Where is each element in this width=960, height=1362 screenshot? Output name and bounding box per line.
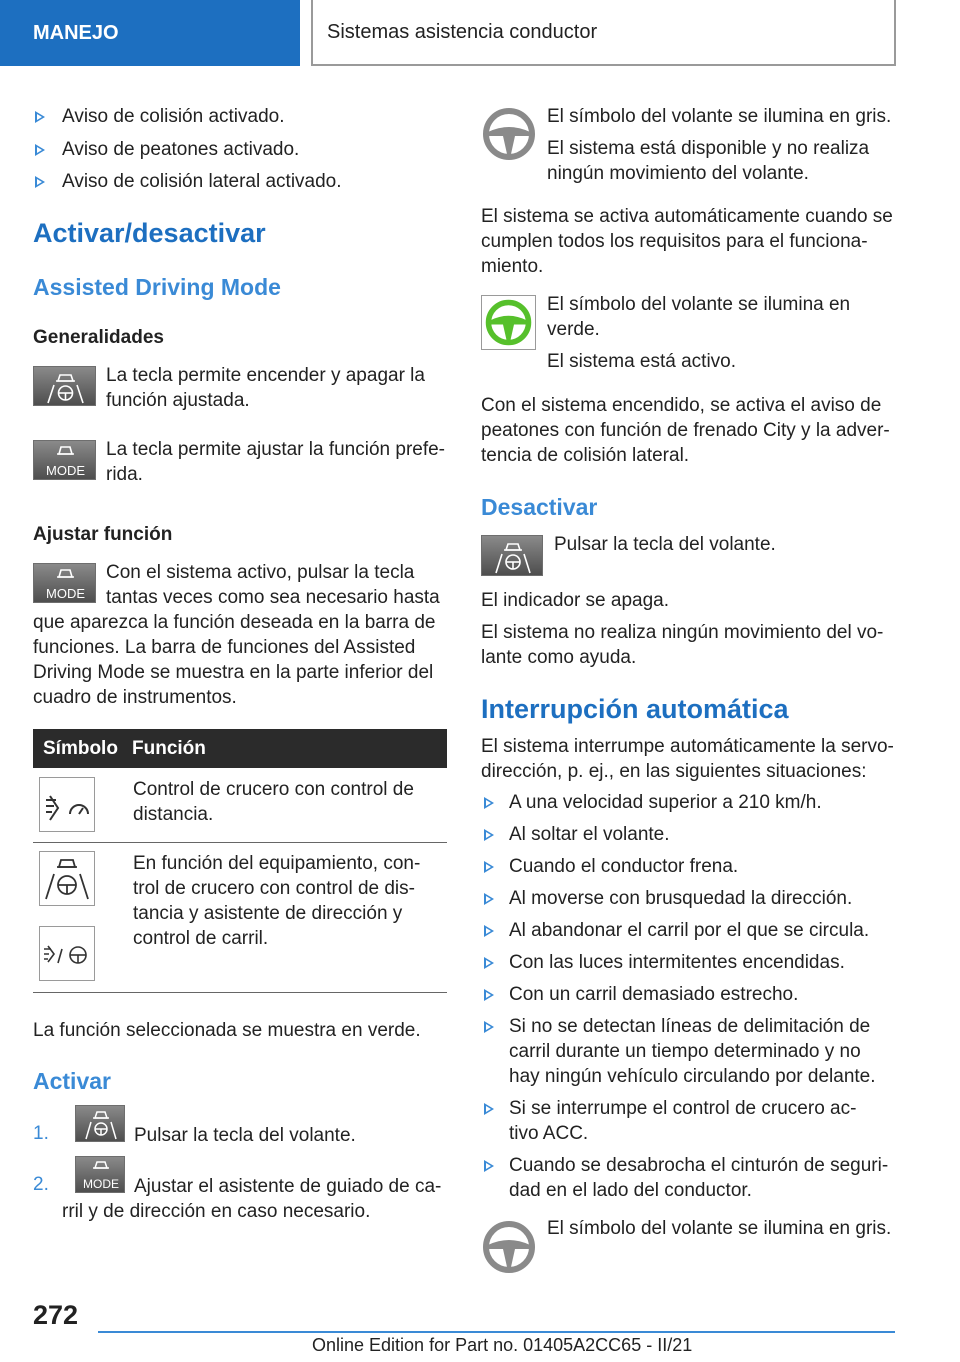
- bullet-icon: [35, 176, 45, 188]
- bullet-text: Aviso de colisión lateral activado.: [62, 171, 342, 192]
- step2-text: rril y de dirección en caso necesario.: [62, 1201, 371, 1222]
- lane-steering-assist-icon: [39, 926, 95, 981]
- bullet-text: Al moverse con brusquedad la dirección.: [509, 888, 853, 909]
- steering-assist-key-icon: [33, 366, 96, 406]
- heading-interrupcion: Interrupción automática: [481, 694, 789, 724]
- bullet-icon: [484, 861, 494, 873]
- bullet-text: A una velocidad superior a 210 km/h.: [509, 792, 822, 813]
- bullet-icon: [35, 111, 45, 123]
- footer-rule: [98, 1331, 895, 1333]
- bullet-icon: [484, 1160, 494, 1172]
- encendido-text: Con el sistema encendido, se activa el aviso de: [481, 395, 882, 416]
- ajustar-text: que aparezca la función deseada en la barra de: [33, 612, 436, 633]
- green-text: El sistema está activo.: [547, 351, 737, 372]
- mode-key-label: MODE: [46, 586, 85, 601]
- bullet-text: Cuando el conductor frena.: [509, 856, 739, 877]
- heading-activar: Activar: [33, 1068, 111, 1094]
- mode-key-icon: [75, 1156, 125, 1193]
- bullet-text: Al soltar el volante.: [509, 824, 670, 845]
- bullet-text: Cuando se desabrocha el cinturón de seguri-: [509, 1155, 889, 1176]
- mode-key-label: MODE: [83, 1177, 119, 1191]
- ajustar-text: cuadro de instrumentos.: [33, 687, 237, 708]
- heading-generalidades: Generalidades: [33, 327, 164, 348]
- table-row2-text: control de carril.: [133, 928, 269, 949]
- steering-wheel-gray-icon: [481, 106, 537, 162]
- table-row2-text: trol de crucero con control de dis-: [133, 878, 415, 899]
- interrupcion-text: El sistema interrumpe automáticamente la servo-: [481, 736, 894, 757]
- bullet-icon: [484, 1021, 494, 1033]
- page-number: 272: [33, 1300, 79, 1330]
- table-row2-text: tancia y asistente de dirección y: [133, 903, 403, 924]
- encendido-text: peatones con función de frenado City y la adver-: [481, 420, 890, 441]
- auto-text: cumplen todos los requisitos para el funciona-: [481, 231, 868, 252]
- bullet-text: Aviso de peatones activado.: [62, 139, 300, 160]
- bullet-icon: [484, 957, 494, 969]
- mode-key-icon: [33, 563, 96, 603]
- bullet-text: Al abandonar el carril por el que se circula.: [509, 920, 870, 941]
- bullet-text: Aviso de colisión activado.: [62, 106, 285, 127]
- ajustar-text: Con el sistema activo, pulsar la tecla: [106, 562, 415, 583]
- table-header-symbol: Símbolo: [43, 738, 118, 759]
- steering-assist-key-icon: [75, 1105, 125, 1142]
- heading-activar-desactivar: Activar/desactivar: [33, 218, 266, 248]
- gen-text-2b: rida.: [106, 464, 143, 485]
- bullet-text: tivo ACC.: [509, 1123, 589, 1144]
- header-chapter-label: Sistemas asistencia conductor: [327, 20, 598, 43]
- encendido-text: tencia de colisión lateral.: [481, 445, 690, 466]
- mode-key-icon: [33, 440, 96, 480]
- steering-wheel-gray-icon: [481, 1219, 537, 1275]
- steering-assist-key-icon: [481, 535, 543, 576]
- ajustar-text: tantas veces como sea necesario hasta: [106, 587, 440, 608]
- header-section-label: MANEJO: [33, 21, 119, 44]
- header-section: [0, 0, 300, 66]
- gen-text-1a: La tecla permite encender y apagar la: [106, 365, 425, 386]
- gray-text: El sistema está disponible y no realiza: [547, 138, 870, 159]
- step-number: 2.: [33, 1174, 49, 1195]
- auto-text: El sistema se activa automáticamente cuando se: [481, 206, 893, 227]
- steering-wheel-green-icon: [481, 295, 536, 350]
- step1-text: Pulsar la tecla del volante.: [134, 1125, 356, 1146]
- no-realiza-text: El sistema no realiza ningún movimiento del vo-: [481, 622, 884, 643]
- heading-ajustar-funcion: Ajustar función: [33, 524, 173, 545]
- bullet-icon: [484, 989, 494, 1001]
- bullet-text: Con un carril demasiado estrecho.: [509, 984, 799, 1005]
- bullet-text: carril durante un tiempo determinado y no: [509, 1041, 861, 1062]
- bullet-icon: [484, 925, 494, 937]
- bullet-icon: [484, 1103, 494, 1115]
- table-header: [33, 729, 447, 768]
- gray-text: El símbolo del volante se ilumina en gris.: [547, 1218, 892, 1239]
- heading-desactivar: Desactivar: [481, 494, 598, 520]
- mode-key-label: MODE: [46, 463, 85, 478]
- steering-assist-icon: [39, 851, 95, 906]
- interrupcion-text: dirección, p. ej., en las siguientes situaciones:: [481, 761, 867, 782]
- bullet-text: Con las luces intermitentes encendidas.: [509, 952, 845, 973]
- heading-assisted-driving-mode: Assisted Driving Mode: [33, 274, 281, 300]
- header-chapter: [311, 0, 896, 66]
- gray-text: ningún movimiento del volante.: [547, 163, 809, 184]
- table-row2-text: En función del equipamiento, con-: [133, 853, 421, 874]
- footer-edition: Online Edition for Part no. 01405A2CC65 - II/21: [312, 1335, 693, 1355]
- step-number: 1.: [33, 1123, 49, 1144]
- green-text: El símbolo del volante se ilumina en: [547, 294, 851, 315]
- bullet-text: hay ningún vehículo circulando por delante.: [509, 1066, 876, 1087]
- after-table-text: La función seleccionada se muestra en verde.: [33, 1020, 421, 1041]
- auto-text: miento.: [481, 256, 544, 277]
- step2-text: Ajustar el asistente de guiado de ca-: [134, 1176, 442, 1197]
- table-row1-text: distancia.: [133, 804, 214, 825]
- bullet-icon: [35, 144, 45, 156]
- desactivar-text: Pulsar la tecla del volante.: [554, 534, 776, 555]
- green-text: verde.: [547, 319, 600, 340]
- indicador-text: El indicador se apaga.: [481, 590, 670, 611]
- bullet-text: Si se interrumpe el control de crucero ac-: [509, 1098, 857, 1119]
- ajustar-text: funciones. La barra de funciones del Assisted: [33, 637, 416, 658]
- gray-text: El símbolo del volante se ilumina en gris.: [547, 106, 892, 127]
- gen-text-2a: La tecla permite ajustar la función prefe-: [106, 439, 446, 460]
- cruise-control-distance-icon: [39, 777, 95, 832]
- bullet-icon: [484, 829, 494, 841]
- no-realiza-text: lante como ayuda.: [481, 647, 637, 668]
- bullet-text: Si no se detectan líneas de delimitación de: [509, 1016, 871, 1037]
- table-header-function: Función: [132, 738, 206, 759]
- table-row1-text: Control de crucero con control de: [133, 779, 414, 800]
- ajustar-text: Driving Mode se muestra en la parte inferior del: [33, 662, 434, 683]
- table-divider: [33, 842, 447, 843]
- table-divider: [33, 992, 447, 993]
- bullet-icon: [484, 893, 494, 905]
- bullet-text: dad en el lado del conductor.: [509, 1180, 752, 1201]
- bullet-icon: [484, 797, 494, 809]
- gen-text-1b: función ajustada.: [106, 390, 250, 411]
